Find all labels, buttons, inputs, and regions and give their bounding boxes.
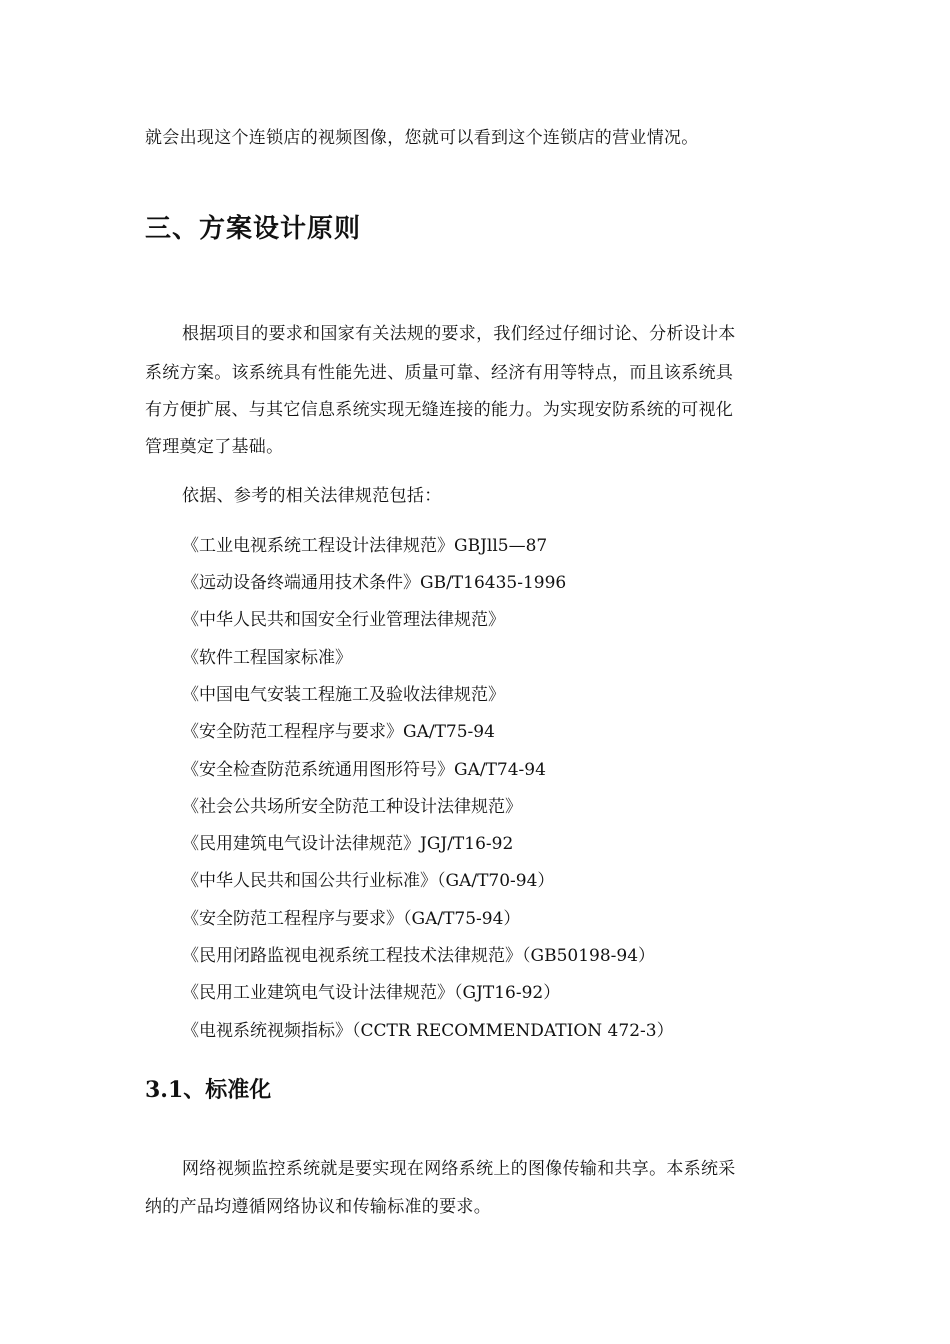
paragraph-line: 网络视频监控系统就是要实现在网络系统上的图像传输和共享。本系统采 (182, 1159, 736, 1179)
reference-item: 《中国电气安装工程施工及验收法律规范》 (182, 685, 505, 705)
reference-item: 《民用建筑电气设计法律规范》JGJ/T16-92 (182, 834, 514, 854)
reference-item: 《安全防范工程程序与要求》GA/T75-94 (182, 722, 495, 742)
paragraph-line: 纳的产品均遵循网络协议和传输标准的要求。 (145, 1197, 491, 1217)
reference-item: 《民用工业建筑电气设计法律规范》（GJT16-92） (182, 983, 561, 1003)
reference-item: 《工业电视系统工程设计法律规范》GBJll5—87 (182, 536, 548, 556)
reference-item: 《中华人民共和国安全行业管理法律规范》 (182, 610, 505, 630)
paragraph-line: 系统方案。该系统具有性能先进、质量可靠、经济有用等特点，而且该系统具 (145, 363, 734, 383)
section-heading: 三、方案设计原则 (145, 214, 362, 244)
intro-line: 就会出现这个连锁店的视频图像，您就可以看到这个连锁店的营业情况。 (145, 128, 699, 148)
reference-item: 《电视系统视频指标》（CCTR RECOMMENDATION 472-3） (182, 1021, 674, 1041)
reference-item: 《民用闭路监视电视系统工程技术法律规范》（GB50198-94） (182, 946, 656, 966)
reference-item: 《中华人民共和国公共行业标准》（GA/T70-94） (182, 871, 555, 891)
subsection-heading: 3.1、标准化 (145, 1077, 272, 1103)
paragraph-line: 根据项目的要求和国家有关法规的要求，我们经过仔细讨论、分析设计本 (182, 324, 736, 344)
reference-item: 《社会公共场所安全防范工种设计法律规范》 (182, 797, 522, 817)
reference-item: 《安全防范工程程序与要求》（GA/T75-94） (182, 909, 521, 929)
reference-item: 《安全检查防范系统通用图形符号》GA/T74-94 (182, 760, 546, 780)
reference-item: 《软件工程国家标准》 (182, 648, 352, 668)
reference-item: 《远动设备终端通用技术条件》GB/T16435-1996 (182, 573, 567, 593)
paragraph-line: 有方便扩展、与其它信息系统实现无缝连接的能力。为实现安防系统的可视化 (145, 400, 734, 420)
references-intro: 依据、参考的相关法律规范包括： (182, 486, 442, 506)
paragraph-line: 管理奠定了基础。 (145, 437, 284, 457)
